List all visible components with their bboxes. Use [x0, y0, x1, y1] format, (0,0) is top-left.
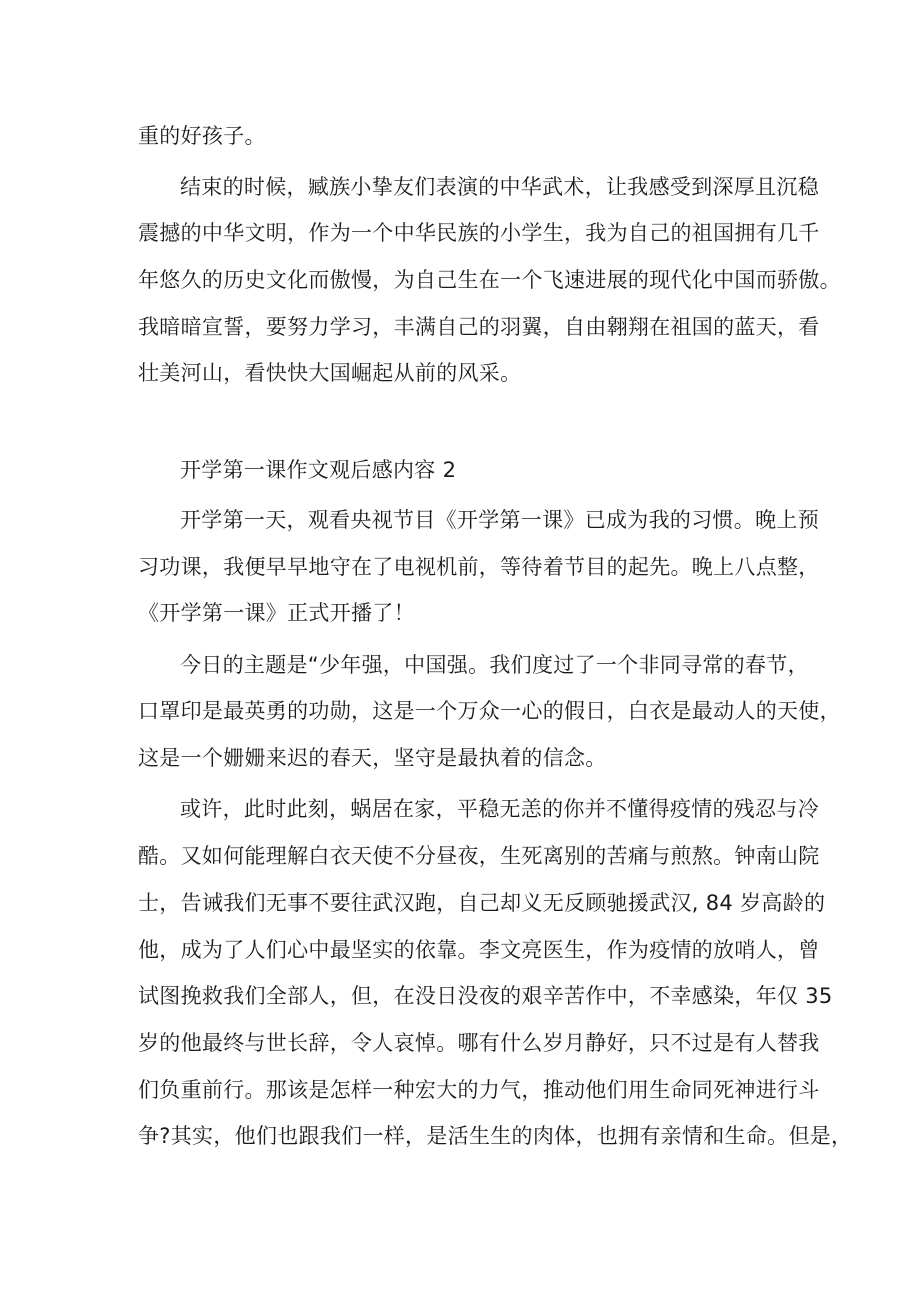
paragraph-line: 结束的时候，臧族小挚友们表演的中华武术，让我感受到深厚且沉稳 [180, 175, 819, 199]
paragraph-line: 口罩印是最英勇的功勋，这是一个万众一心的假日，白衣是最动人的天使， [138, 699, 841, 723]
paragraph-line: 我暗暗宣誓，要努力学习，丰满自己的羽翼，自由翱翔在祖国的蓝天，看 [138, 315, 820, 339]
paragraph-line: 年悠久的历史文化而傲慢，为自己生在一个飞速进展的现代化中国而骄傲。 [138, 268, 841, 292]
paragraph-line: 震撼的中华文明，作为一个中华民族的小学生，我为自己的祖国拥有几千 [138, 221, 820, 245]
paragraph-line: 这是一个姗姗来迟的春天，坚守是最执着的信念。 [138, 746, 607, 770]
paragraph-line: 试图挽救我们全部人，但，在没日没夜的艰辛苦作中，不幸感染，年仅 35 [138, 984, 833, 1008]
paragraph-line: 开学第一天，观看央视节目《开学第一课》已成为我的习惯。晚上预 [180, 508, 819, 532]
section-heading: 开学第一课作文观后感内容 2 [180, 458, 457, 482]
paragraph-line: 壮美河山，看快快大国崛起从前的风采。 [138, 361, 522, 385]
paragraph-line: 今日的主题是“少年强，中国强。我们度过了一个非同寻常的春节， [180, 653, 809, 677]
paragraph-line: 士，告诫我们无事不要往武汉跑，自己却义无反顾驰援武汉, 84 岁高龄的 [138, 891, 826, 915]
paragraph-line: 争?其实，他们也跟我们一样，是活生生的肉体，也拥有亲情和生命。但是， [138, 1124, 853, 1148]
paragraph-line: 重的好孩子。 [138, 124, 266, 148]
paragraph-line: 或许，此时此刻，蜗居在家，平稳无恙的你并不懂得疫情的残忍与冷 [180, 797, 819, 821]
paragraph-line: 他，成为了人们心中最坚实的依靠。李文亮医生，作为疫情的放哨人，曾 [138, 938, 820, 962]
paragraph-line: 《开学第一课》正式开播了！ [138, 601, 415, 625]
paragraph-line: 习功课，我便早早地守在了电视机前，等待着节目的起先。晚上八点整， [138, 555, 820, 579]
paragraph-line: 岁的他最终与世长辞，令人哀悼。哪有什么岁月静好，只不过是有人替我 [138, 1031, 820, 1055]
paragraph-line: 们负重前行。那该是怎样一种宏大的力气，推动他们用生命同死神进行斗 [138, 1078, 820, 1102]
paragraph-line: 酷。又如何能理解白衣天使不分昼夜，生死离别的苦痛与煎熬。钟南山院 [138, 844, 820, 868]
